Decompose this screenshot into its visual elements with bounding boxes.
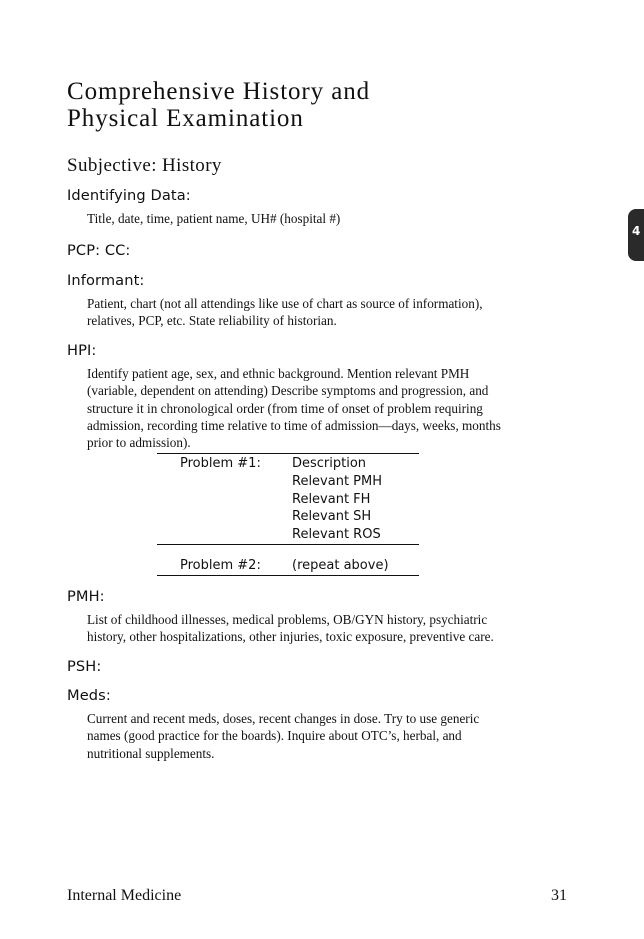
page-title: [67, 78, 587, 132]
chapter-thumb-tab-label: 4: [632, 224, 641, 238]
pmh-section: [67, 588, 567, 646]
pmh-body: [87, 611, 567, 646]
identifying-data-heading: Identifying Data:: [67, 187, 191, 204]
hpi-line: structure it in chronological order (from time of onset of problem requiring: [87, 400, 483, 416]
problem-1-item: Description: [292, 456, 367, 471]
hpi-line: (variable, dependent on attending) Describe symptoms and progression, and: [87, 383, 489, 399]
table-rule-middle: [157, 544, 419, 545]
hpi-heading: HPI:: [67, 342, 97, 359]
identifying-data-body: [87, 210, 567, 227]
footer-book-title: Internal Medicine: [67, 887, 182, 904]
meds-line: Current and recent meds, doses, recent changes in dose. Try to use generic: [87, 711, 480, 726]
table-rule-top: [157, 453, 419, 454]
informant-section: [67, 272, 567, 330]
hpi-line: Identify patient age, sex, and ethnic background. Mention relevant PMH: [87, 366, 470, 381]
pmh-line: history, other hospitalizations, other injuries, toxic exposure, preventive care.: [87, 629, 494, 645]
page-title-line-2: Physical Examination: [67, 105, 304, 132]
psh-section: [67, 658, 567, 676]
problem-1-items: [292, 455, 382, 544]
identifying-data-section: [67, 187, 567, 227]
problem-2-item: (repeat above): [292, 558, 389, 573]
informant-body: [87, 295, 567, 330]
problem-2-items: [292, 557, 389, 575]
page-title-line-1: Comprehensive History and: [67, 78, 371, 105]
hpi-line: prior to admission).: [87, 435, 191, 451]
meds-body: [87, 710, 567, 762]
problem-1-item: Relevant FH: [292, 491, 371, 507]
meds-section: [67, 687, 567, 762]
footer-page-number: 31: [551, 887, 567, 904]
table-rule-bottom: [157, 575, 419, 576]
problem-1-item: Relevant PMH: [292, 473, 383, 489]
meds-heading: Meds:: [67, 687, 111, 704]
hpi-line: admission, recording time relative to time of admission—days, weeks, months: [87, 417, 501, 433]
problem-1-item: Relevant ROS: [292, 527, 381, 543]
pmh-line: List of childhood illnesses, medical problems, OB/GYN history, psychiatric: [87, 612, 488, 627]
pcp-cc-section: [67, 242, 567, 260]
meds-line: nutritional supplements.: [87, 745, 215, 761]
problem-1-label: Problem #1:: [180, 456, 261, 471]
problem-2-label: Problem #2:: [180, 558, 261, 573]
informant-line: Patient, chart (not all attendings like use of chart as source of information),: [87, 296, 483, 311]
problem-1-item: Relevant SH: [292, 509, 372, 525]
informant-line: relatives, PCP, etc. State reliability of historian.: [87, 313, 337, 329]
section-subheading: Subjective: History: [67, 155, 222, 176]
pmh-heading: PMH:: [67, 588, 105, 605]
identifying-data-line: Title, date, time, patient name, UH# (hospital #): [87, 211, 341, 226]
psh-heading: PSH:: [67, 658, 102, 675]
hpi-body: [87, 365, 567, 451]
hpi-section: [67, 342, 567, 451]
informant-heading: Informant:: [67, 272, 145, 289]
pcp-cc-heading: PCP: CC:: [67, 242, 131, 259]
meds-line: names (good practice for the boards). Inquire about OTC’s, herbal, and: [87, 728, 462, 744]
